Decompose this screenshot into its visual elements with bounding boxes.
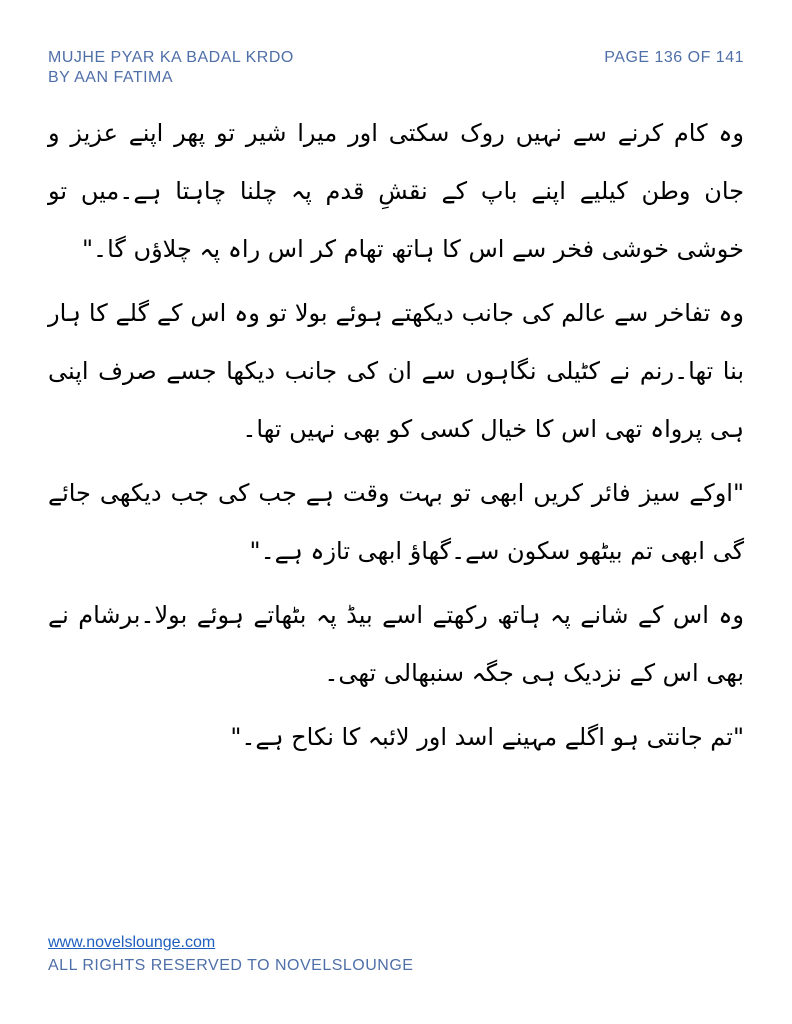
author-name: BY AAN FATIMA [48, 69, 174, 86]
page-number: PAGE 136 OF 141 [604, 49, 744, 66]
paragraph-1: وہ کام کرنے سے نہیں روک سکتی اور میرا شیر تو پھر اپنے عزیز و جان وطن کیلیے اپنے باپ کے نقشِ قدم پہ چلنا چاہتا ہے۔میں تو خوشی خوشی فخر سے اس کا ہاتھ تھام کر اس راہ پہ چلاؤں گا۔" [48, 119, 744, 263]
paragraph-5: "تم جانتی ہو اگلے مہینے اسد اور لائبہ کا نکاح ہے۔" [230, 723, 744, 751]
paragraph-2: وہ تفاخر سے عالم کی جانب دیکھتے ہوئے بولا تو وہ اس کے گلے کا ہار بنا تھا۔رنم نے کٹیلی نگاہوں سے ان کی جانب دیکھا جسے صرف اپنی ہی پرواہ تھی اس کا خیال کسی کو بھی نہیں تھا۔ [48, 299, 744, 443]
page-footer [48, 933, 413, 977]
paragraph-3: "اوکے سیز فائر کریں ابھی تو بہت وقت ہے جب کی جب دیکھی جائے گی ابھی تم بیٹھو سکون سے۔گھاؤ ابھی تازہ ہے۔" [48, 479, 744, 565]
page-header [48, 48, 744, 96]
website-link[interactable]: www.novelslounge.com [48, 934, 216, 951]
paragraph-4: وہ اس کے شانے پہ ہاتھ رکھتے اسے بیڈ پہ بٹھاتے ہوئے بولا۔برشام نے بھی اس کے نزدیک ہی جگہ سنبھالی تھی۔ [48, 601, 745, 687]
novel-title: MUJHE PYAR KA BADAL KRDO [48, 49, 294, 66]
rights-notice: ALL RIGHTS RESERVED TO NOVELSLOUNGE [48, 957, 414, 974]
story-body [48, 104, 744, 766]
